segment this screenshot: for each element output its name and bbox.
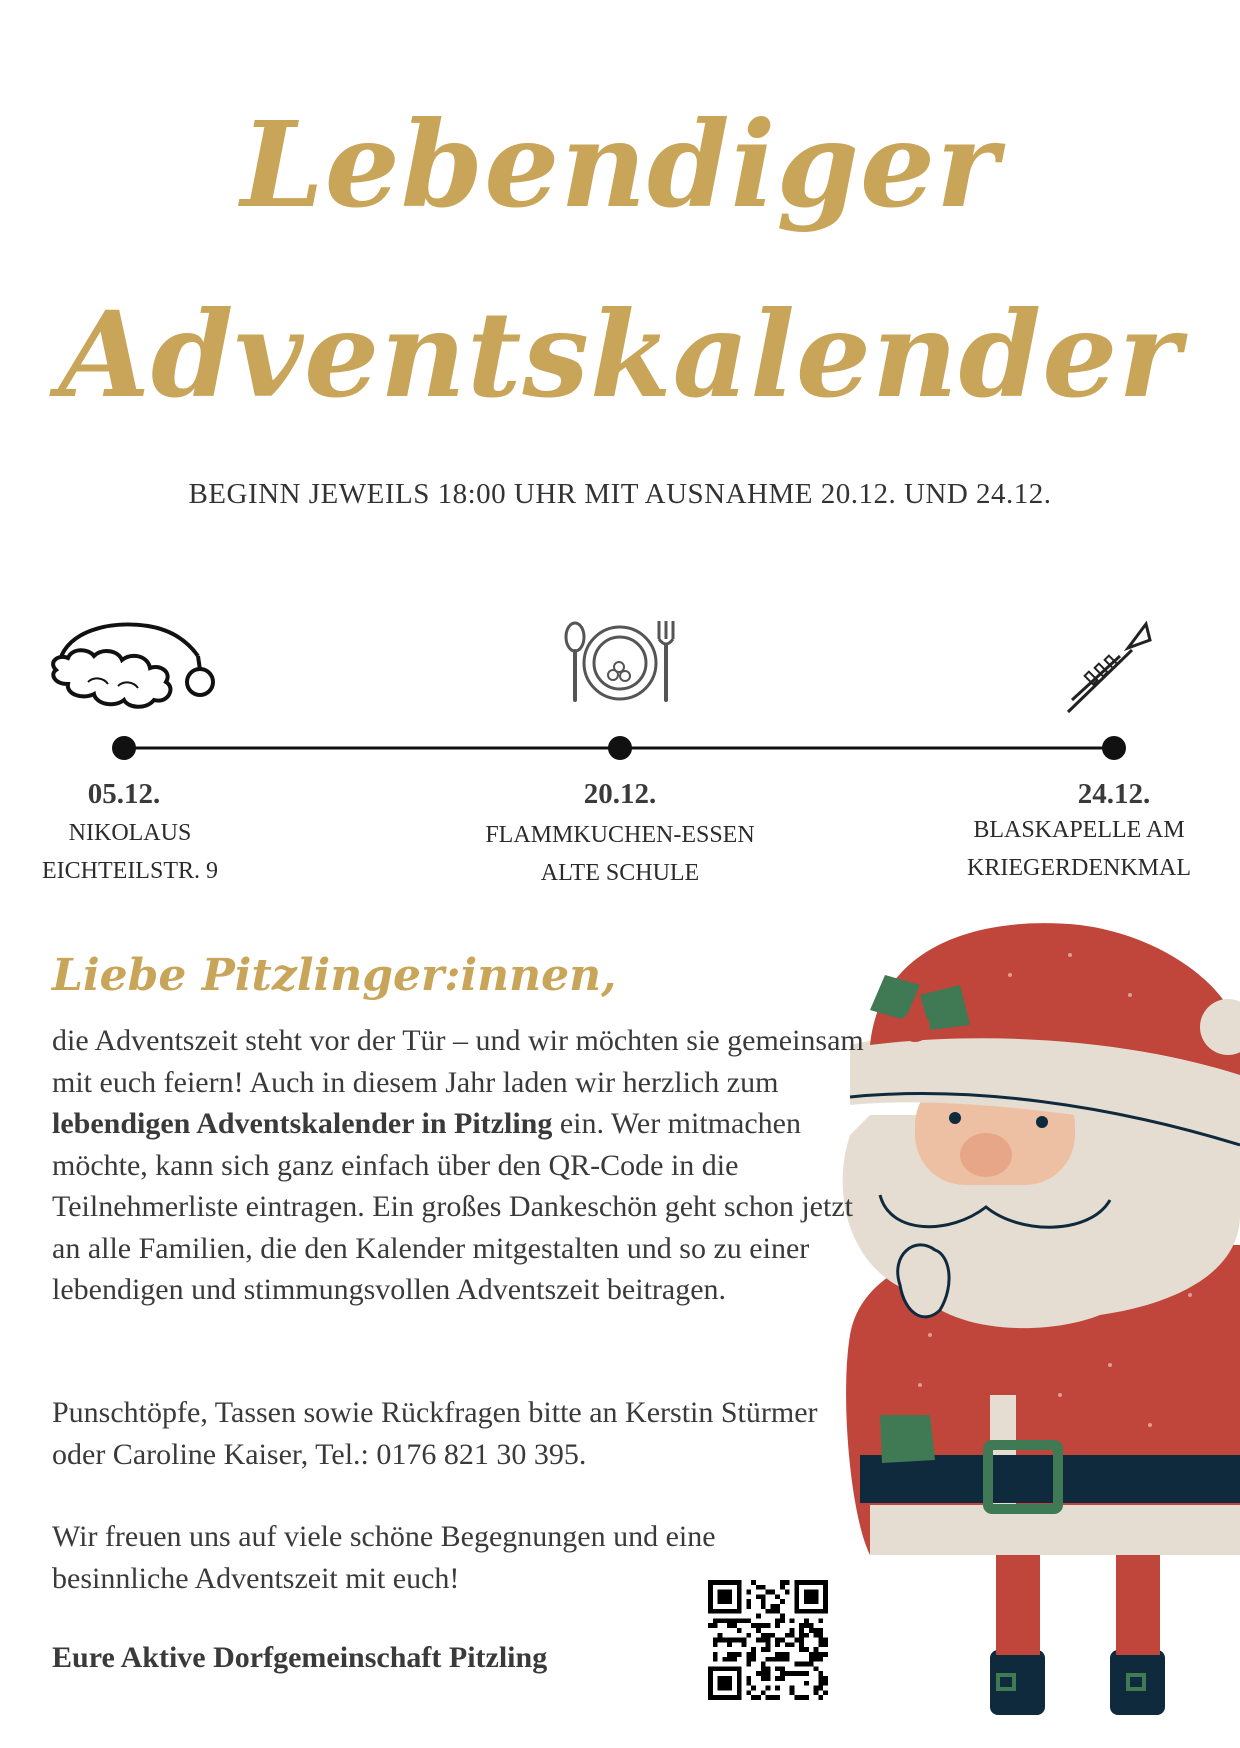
timeline-event-1-line1: NIKOLAUS (68, 820, 192, 846)
paragraph-intro-part1: die Adventszeit steht vor der Tür – und wir möchten sie gemeinsam mit euch feiern! Auch in diesem Jahr laden wir herzlich zum (52, 1024, 864, 1099)
timeline-event-1 (20, 814, 240, 890)
paragraph-contact: Punschtöpfe, Tassen sowie Rückfragen bitte an Kerstin Stürmer oder Caroline Kaiser, Tel.: 0176 821 30 395. (52, 1396, 818, 1471)
timeline-event-3-line1: BLASKAPELLE AM (973, 817, 1185, 843)
timeline-dot-3 (1102, 736, 1126, 760)
timeline-date-2: 20.12. (583, 778, 657, 810)
paragraph-intro-part2: ein. Wer mitmachen möchte, kann sich ganz einfach über den QR-Code in die Teilnehmerliste eintragen. Ein großes Dankeschön geht schon jetzt an alle Familien, die den Kalender mitgestalten und so zu einer lebendigen und stimmungsvollen Adventszeit beitragen. (52, 1107, 853, 1306)
greeting: Liebe Pitzlinger:innen, (52, 950, 617, 1001)
trumpet-icon (1062, 620, 1152, 720)
paragraph-intro (52, 1020, 872, 1311)
timeline-event-2-line1: FLAMMKUCHEN-ESSEN (485, 822, 755, 848)
paragraph-intro-bold: lebendigen Adventskalender in Pitzling (52, 1107, 553, 1140)
timeline-dot-1 (112, 736, 136, 760)
timeline-event-2 (440, 816, 800, 892)
timeline-dot-2 (608, 736, 632, 760)
santa-hat-icon (48, 612, 218, 712)
plate-cutlery-icon (563, 615, 678, 705)
subtitle: BEGINN JEWEILS 18:00 UHR MIT AUSNAHME 20.12. UND 24.12. (188, 478, 1052, 510)
timeline-date-3: 24.12. (1077, 778, 1151, 810)
timeline-event-2-line2: ALTE SCHULE (540, 860, 700, 886)
timeline (0, 728, 1240, 768)
title-line-1: Lebendiger (240, 95, 1000, 234)
signature: Eure Aktive Dorfgemeinschaft Pitzling (52, 1641, 548, 1674)
paragraph-closing: Wir freuen uns auf viele schöne Begegnungen und eine besinnliche Adventszeit mit euch! (52, 1520, 716, 1595)
timeline-event-1-line2: EICHTEILSTR. 9 (42, 858, 218, 884)
title-line-2: Adventskalender (58, 285, 1182, 424)
timeline-event-3 (944, 811, 1214, 887)
timeline-event-3-line2: KRIEGERDENKMAL (967, 855, 1191, 881)
qr-code[interactable] (708, 1580, 828, 1700)
timeline-date-1: 05.12. (87, 778, 161, 810)
santa-illustration (810, 915, 1240, 1748)
